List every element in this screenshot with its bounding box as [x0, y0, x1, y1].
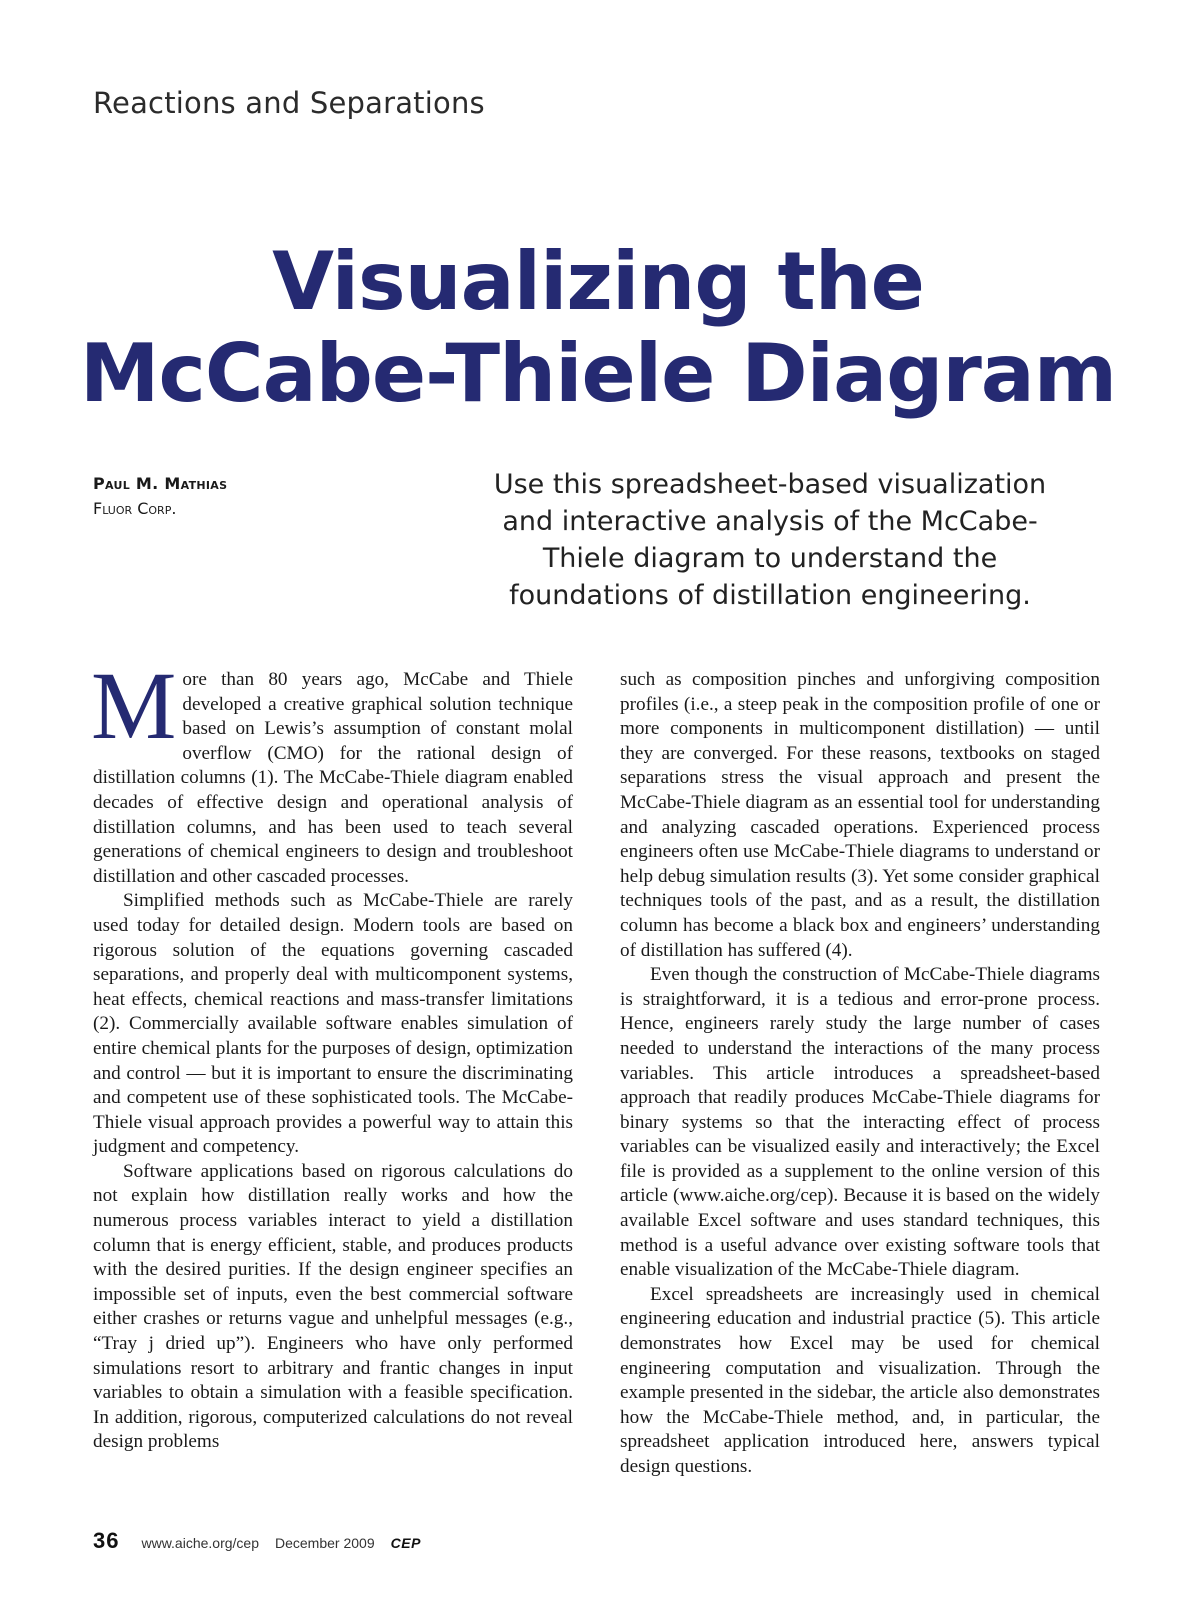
body-paragraph	[91, 652, 573, 889]
article-title-line-2: McCabe-Thiele Diagram	[79, 327, 1117, 420]
page-number: 36	[93, 1528, 120, 1553]
body-paragraph: Software applications based on rigorous calculations do not explain how distillation really works and how the numerous process variables interact to yield a distillation column that is energy efficient, stable, and produces products with the desired purities. If the design engineer specifies an impossible set of inputs, even the best commercial software either crashes or returns vague and unhelpful messages (e.g., “Tray j dried up”). Engineers who have only performed simulations resort to arbitrary and frantic changes in input variables to obtain a simulation with a feasible specification. In addition, rigorous, computerized calculations do not reveal design problems	[93, 1160, 573, 1453]
drop-cap: M	[91, 652, 177, 759]
body-column-right	[620, 668, 1100, 1480]
article-title-line-1: Visualizing the	[272, 235, 924, 328]
publication-logo: CEP	[390, 1535, 421, 1551]
article-title	[60, 236, 1136, 420]
footer-date: December 2009	[275, 1535, 375, 1551]
article-deck: Use this spreadsheet-based visualization and interactive analysis of the McCabe-Thiele diagram to understand the foundations of distillation engineering.	[493, 469, 1047, 611]
author-affiliation: Fluor Corp.	[93, 499, 177, 518]
body-paragraph: such as composition pinches and unforgiving composition profiles (i.e., a steep peak in the composition profile of one or more components in multicomponent distillation) — until they are converged. For these reasons, textbooks on staged separations stress the visual approach and present the McCabe-Thiele diagram as an essential tool for understanding and analyzing cascaded operations. Experienced process engineers often use McCabe-Thiele diagrams to understand or help debug simulation results (3). Yet some consider graphical techniques tools of the past, and as a result, the distillation column has become a black box and engineers’ understanding of distillation has suffered (4).	[620, 669, 1100, 961]
body-paragraph: Simplified methods such as McCabe-Thiele are rarely used today for detailed design. Modern tools are based on rigorous solution of the equations governing cascaded separations, and properly deal with multicomponent systems, heat effects, chemical reactions and mass-transfer limitations (2). Commercially available software enables simulation of entire chemical plants for the purposes of design, optimization and control — but it is important to ensure the discriminating and competent use of these sophisticated tools. The McCabe-Thiele visual approach provides a powerful way to attain this judgment and competency.	[93, 890, 573, 1158]
footer-url: www.aiche.org/cep	[141, 1535, 259, 1551]
body-paragraph: Even though the construction of McCabe-Thiele diagrams is straightforward, it is a tedious and error-prone process. Hence, engineers rarely study the large number of cases needed to understand the interactions of the many process variables. This article introduces a spreadsheet-based approach that readily produces McCabe-Thiele diagrams for binary systems so that the interacting effect of process variables can be visualized easily and interactively; the Excel file is provided as a supplement to the online version of this article (www.aiche.org/cep). Because it is based on the widely available Excel software and uses standard techniques, this method is a useful advance over existing software tools that enable visualization of the McCabe-Thiele diagram.	[620, 964, 1100, 1281]
body-paragraph-text: ore than 80 years ago, McCabe and Thiele developed a creative graphical solution technique based on Lewis’s assumption of constant molal overflow (CMO) for the rational design of distillation columns (1). The McCabe-Thiele diagram enabled decades of effective design and operational analysis of distillation columns, and has been used to teach several generations of chemical engineers to design and troubleshoot distillation and other cascaded processes.	[93, 669, 573, 887]
section-label: Reactions and Separations	[93, 86, 485, 120]
page-footer	[93, 1528, 421, 1554]
body-paragraph: Excel spreadsheets are increasingly used in chemical engineering education and industrial practice (5). This article demonstrates how Excel may be used for chemical engineering computation and visualization. Through the example presented in the sidebar, the article also demonstrates how the McCabe-Thiele method, and, in particular, the spreadsheet application introduced here, answers typical design questions.	[620, 1283, 1100, 1477]
body-column-left	[91, 652, 573, 1455]
author-name: Paul M. Mathias	[93, 474, 228, 493]
